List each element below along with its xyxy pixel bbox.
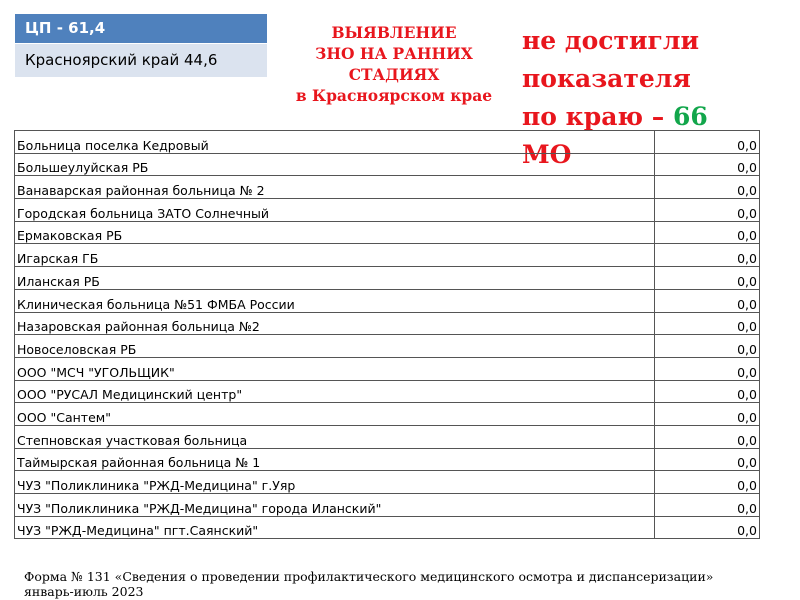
notice-line-3-text: по краю –	[522, 102, 673, 131]
table-row	[15, 516, 760, 539]
table-row	[15, 199, 760, 222]
heading-line-4: в Красноярском крае	[295, 86, 493, 105]
indicator-value-cell: 0,0	[655, 312, 760, 335]
indicator-value-cell: 0,0	[655, 199, 760, 222]
table-row	[15, 289, 760, 312]
indicator-value-cell: 0,0	[655, 380, 760, 403]
table-row	[15, 221, 760, 244]
hospitals-table	[14, 130, 760, 539]
hospital-name-cell: ООО "МСЧ "УГОЛЬЩИК"	[15, 357, 655, 380]
indicator-value-cell: 0,0	[655, 244, 760, 267]
notice-line-4: МО	[522, 140, 572, 169]
hospital-name-cell: ООО "Сантем"	[15, 403, 655, 426]
table-row	[15, 448, 760, 471]
hospital-name-cell: ЧУЗ "Поликлиника "РЖД-Медицина" города Иланский"	[15, 494, 655, 517]
hospital-name-cell: Назаровская районная больница №2	[15, 312, 655, 335]
table-row	[15, 471, 760, 494]
hospital-name-cell: Иланская РБ	[15, 267, 655, 290]
notice-line-2: показателя	[522, 64, 691, 93]
source-note	[24, 569, 784, 599]
hospital-name-cell: ЧУЗ "Поликлиника "РЖД-Медицина" г.Уяр	[15, 471, 655, 494]
table-row	[15, 335, 760, 358]
indicator-value-cell: 0,0	[655, 403, 760, 426]
heading-line-2: ЗНО НА РАННИХ	[315, 44, 473, 63]
notice-count: 66	[672, 102, 708, 131]
table-row	[15, 380, 760, 403]
hospital-name-cell: ООО "РУСАЛ Медицинский центр"	[15, 380, 655, 403]
indicator-value-cell: 0,0	[655, 425, 760, 448]
hospital-name-cell: Игарская ГБ	[15, 244, 655, 267]
heading-line-3: СТАДИЯХ	[348, 65, 440, 84]
hospital-name-cell: Таймырская районная больница № 1	[15, 448, 655, 471]
indicator-value-cell: 0,0	[655, 448, 760, 471]
hospital-name-cell: Большеулуйская РБ	[15, 153, 655, 176]
indicator-value-cell: 0,0	[655, 289, 760, 312]
indicator-value-cell: 0,0	[655, 267, 760, 290]
table-row	[15, 244, 760, 267]
hospital-name-cell: Ермаковская РБ	[15, 221, 655, 244]
indicator-value-cell: 0,0	[655, 357, 760, 380]
hospital-name-cell: Новоселовская РБ	[15, 335, 655, 358]
hospital-name-cell: Степновская участковая больница	[15, 425, 655, 448]
table-row	[15, 357, 760, 380]
hospital-name-cell: Больница поселка Кедровый	[15, 131, 655, 154]
table-row	[15, 403, 760, 426]
hospital-name-cell: Ванаварская районная больница № 2	[15, 176, 655, 199]
table-row	[15, 153, 760, 176]
table-row	[15, 131, 760, 154]
heading-line-1: ВЫЯВЛЕНИЕ	[331, 23, 457, 42]
source-note-line-2: январь-июль 2023	[24, 584, 144, 599]
indicator-value-cell: 0,0	[655, 335, 760, 358]
table-row	[15, 267, 760, 290]
source-note-line-1: Форма № 131 «Сведения о проведении профилактического медицинского осмотра и диспансеризации»	[24, 569, 714, 584]
indicator-value-cell: 0,0	[655, 153, 760, 176]
hospital-name-cell: Городская больница ЗАТО Солнечный	[15, 199, 655, 222]
cp-indicator: ЦП - 61,4	[15, 14, 267, 43]
slide-heading	[276, 22, 512, 106]
hospital-name-cell: Клиническая больница №51 ФМБА России	[15, 289, 655, 312]
indicator-value-cell: 0,0	[655, 131, 760, 154]
hospital-name-cell: ЧУЗ "РЖД-Медицина" пгт.Саянский"	[15, 516, 655, 539]
indicator-value-cell: 0,0	[655, 176, 760, 199]
table-row	[15, 176, 760, 199]
table-row	[15, 494, 760, 517]
region-indicator: Красноярский край 44,6	[15, 44, 267, 77]
indicator-value-cell: 0,0	[655, 221, 760, 244]
notice-line-1: не достигли	[522, 26, 699, 55]
hospitals-table-body	[15, 131, 760, 539]
indicator-value-cell: 0,0	[655, 516, 760, 539]
table-row	[15, 312, 760, 335]
indicator-value-cell: 0,0	[655, 494, 760, 517]
indicator-value-cell: 0,0	[655, 471, 760, 494]
table-row	[15, 425, 760, 448]
